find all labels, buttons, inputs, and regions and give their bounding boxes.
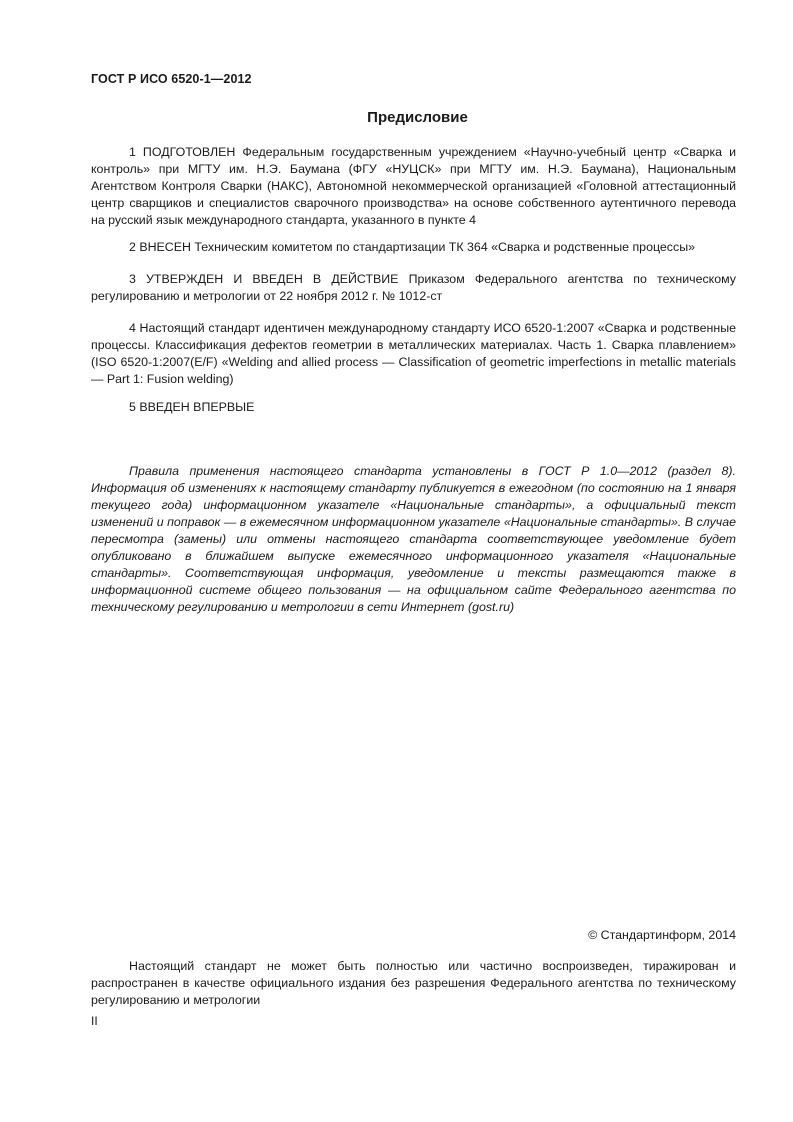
foreword-title: Предисловие xyxy=(367,109,468,126)
reproduction-notice: Настоящий стандарт не может быть полностью или частично воспроизведен, тиражирован и распространен в качестве официального издания без разрешения Федерального агентства по техническому регулированию и метрологии xyxy=(91,959,736,1007)
foreword-item-3: 3 УТВЕРЖДЕН И ВВЕДЕН В ДЕЙСТВИЕ Приказом Федерального агентства по техническому регулированию и метрологии от 22 ноября 2012 г. № 1012-ст xyxy=(91,272,736,303)
foreword-item-4: 4 Настоящий стандарт идентичен международному стандарту ИСО 6520-1:2007 «Сварка и родственные процессы. Классификация дефектов геометрии в металлических материалах. Часть 1. Сварка плавлением» (ISO 6520-1:2007(E/F) «Welding and allied process — Classification of geometric imperfections in metallic materials — Part 1: Fusion welding) xyxy=(91,321,736,386)
foreword-item-2: 2 ВНЕСЕН Техническим комитетом по стандартизации ТК 364 «Сварка и родственные процессы» xyxy=(129,240,695,254)
foreword-item-5: 5 ВВЕДЕН ВПЕРВЫЕ xyxy=(129,400,255,414)
page-number: II xyxy=(91,1014,98,1028)
standard-code-header: ГОСТ Р ИСО 6520-1—2012 xyxy=(91,72,252,86)
rules-note: Правила применения настоящего стандарта установлены в ГОСТ Р 1.0—2012 (раздел 8). Информация об изменениях к настоящему стандарту публикуется в ежегодном (по состоянию на 1 января текущего года) информационном указателе «Национальные стандарты», а официальный текст изменений и поправок — в ежемесячном информационном указателе «Национальные стандарты». В случае пересмотра (замены) или отмены настоящего стандарта соответствующее уведомление будет опубликовано в ближайшем выпуске ежемесячного информационного указателя «Национальные стандарты». Соответствующая информация, уведомление и тексты размещаются также в информационной системе общего пользования — на официальном сайте Федерального агентства по техническому регулированию и метрологии в сети Интернет (gost.ru) xyxy=(91,464,736,614)
foreword-item-1: 1 ПОДГОТОВЛЕН Федеральным государственным учреждением «Научно-учебный центр «Сварка и контроль» при МГТУ им. Н.Э. Баумана (ФГУ «НУЦСК» при МГТУ им. Н.Э. Баумана), Национальным Агентством Контроля Сварки (НАКС), Автономной некоммерческой организацией «Головной аттестационный центр сварщиков и специалистов сварочного производства» на основе собственного аутентичного перевода на русский язык международного стандарта, указанного в пункте 4 xyxy=(91,145,736,227)
copyright-line: © Стандартинформ, 2014 xyxy=(588,928,736,942)
